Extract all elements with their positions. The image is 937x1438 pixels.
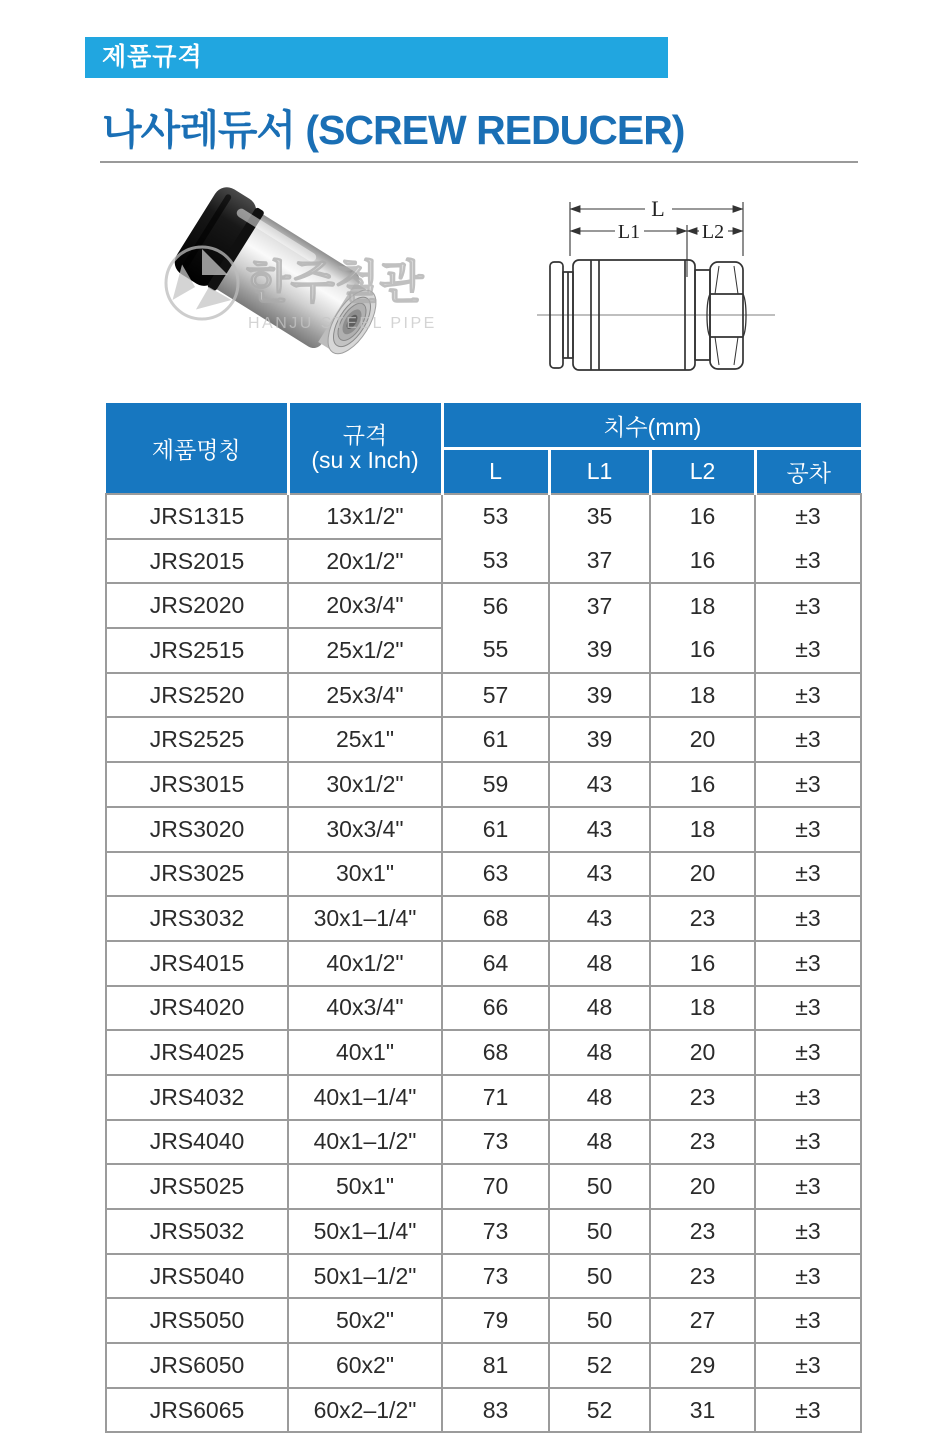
cell-l2: 31 [650, 1388, 755, 1433]
table-row [106, 1120, 861, 1165]
cell-l2: 20 [650, 1164, 755, 1209]
cell-tolerance: ±3 [755, 583, 861, 628]
cell-spec: 13x1/2" [288, 494, 442, 539]
dim-label-l: L [651, 196, 665, 221]
cell-l1: 50 [549, 1298, 650, 1343]
cell-l2: 23 [650, 1209, 755, 1254]
cell-l2: 20 [650, 852, 755, 897]
cell-tolerance: ±3 [755, 807, 861, 852]
cell-spec: 25x1/2" [288, 628, 442, 673]
cell-l2: 18 [650, 807, 755, 852]
header-l1: L1 [549, 449, 650, 495]
cell-l: 61 [442, 717, 549, 762]
cell-product-name: JRS4025 [106, 1030, 288, 1075]
cell-l2: 16 [650, 628, 755, 673]
cell-l2: 16 [650, 494, 755, 539]
cell-tolerance: ±3 [755, 1030, 861, 1075]
cell-product-name: JRS5050 [106, 1298, 288, 1343]
spec-table [105, 403, 862, 1433]
table-row [106, 1030, 861, 1075]
cell-l1: 52 [549, 1388, 650, 1433]
table-row [106, 1209, 861, 1254]
cell-l1: 35 [549, 494, 650, 539]
cell-l1: 43 [549, 807, 650, 852]
table-row [106, 1254, 861, 1299]
dimension-labels [618, 196, 724, 243]
cell-l: 53 [442, 539, 549, 584]
cell-tolerance: ±3 [755, 852, 861, 897]
table-row [106, 673, 861, 718]
cell-product-name: JRS2520 [106, 673, 288, 718]
section-badge-label: 제품규격 [102, 43, 203, 71]
cell-spec: 40x1" [288, 1030, 442, 1075]
cell-l: 59 [442, 762, 549, 807]
cell-l: 70 [442, 1164, 549, 1209]
cell-l1: 43 [549, 852, 650, 897]
cell-l2: 23 [650, 896, 755, 941]
cell-l: 56 [442, 583, 549, 628]
cell-l1: 48 [549, 1120, 650, 1165]
cell-l2: 18 [650, 673, 755, 718]
cell-l2: 29 [650, 1343, 755, 1388]
cell-spec: 60x2–1/2" [288, 1388, 442, 1433]
cell-tolerance: ±3 [755, 896, 861, 941]
cell-l1: 39 [549, 628, 650, 673]
cell-l2: 23 [650, 1075, 755, 1120]
cell-l2: 16 [650, 762, 755, 807]
table-row [106, 539, 861, 584]
cell-tolerance: ±3 [755, 717, 861, 762]
cell-tolerance: ±3 [755, 1209, 861, 1254]
cell-l1: 50 [549, 1164, 650, 1209]
cell-l: 64 [442, 941, 549, 986]
cell-l1: 43 [549, 762, 650, 807]
cell-product-name: JRS5032 [106, 1209, 288, 1254]
cell-l2: 18 [650, 583, 755, 628]
cell-tolerance: ±3 [755, 673, 861, 718]
spec-table-body [106, 494, 861, 1432]
watermark-korean: 한주철관 [246, 256, 424, 308]
cell-product-name: JRS4020 [106, 986, 288, 1031]
cell-spec: 30x1–1/4" [288, 896, 442, 941]
cell-tolerance: ±3 [755, 986, 861, 1031]
cell-l2: 20 [650, 1030, 755, 1075]
cell-product-name: JRS5025 [106, 1164, 288, 1209]
header-group-row [106, 403, 861, 449]
table-row [106, 1343, 861, 1388]
cell-product-name: JRS3015 [106, 762, 288, 807]
table-row [106, 896, 861, 941]
cell-l1: 43 [549, 896, 650, 941]
cell-tolerance: ±3 [755, 1388, 861, 1433]
header-l: L [442, 449, 549, 495]
cell-l: 71 [442, 1075, 549, 1120]
cell-spec: 50x1–1/2" [288, 1254, 442, 1299]
table-row [106, 1164, 861, 1209]
cell-tolerance: ±3 [755, 539, 861, 584]
cell-l: 57 [442, 673, 549, 718]
cell-l: 55 [442, 628, 549, 673]
section-badge [85, 37, 668, 78]
cell-product-name: JRS3025 [106, 852, 288, 897]
cell-l1: 37 [549, 583, 650, 628]
cell-product-name: JRS2515 [106, 628, 288, 673]
cell-l2: 16 [650, 539, 755, 584]
cell-spec: 30x1/2" [288, 762, 442, 807]
cell-l1: 48 [549, 941, 650, 986]
cell-spec: 40x1/2" [288, 941, 442, 986]
header-spec-line1: 규격 [342, 422, 388, 448]
cell-tolerance: ±3 [755, 1120, 861, 1165]
cell-tolerance: ±3 [755, 494, 861, 539]
cell-l1: 39 [549, 717, 650, 762]
cell-l: 68 [442, 896, 549, 941]
cell-tolerance: ±3 [755, 1164, 861, 1209]
cell-l1: 39 [549, 673, 650, 718]
cell-spec: 30x1" [288, 852, 442, 897]
cell-spec: 20x3/4" [288, 583, 442, 628]
cell-l2: 18 [650, 986, 755, 1031]
table-row [106, 1298, 861, 1343]
cell-spec: 40x3/4" [288, 986, 442, 1031]
cell-l1: 50 [549, 1254, 650, 1299]
cell-spec: 40x1–1/2" [288, 1120, 442, 1165]
cell-l: 63 [442, 852, 549, 897]
cell-product-name: JRS3032 [106, 896, 288, 941]
cell-spec: 25x3/4" [288, 673, 442, 718]
cell-spec: 50x1–1/4" [288, 1209, 442, 1254]
cell-l1: 48 [549, 1030, 650, 1075]
cell-l1: 37 [549, 539, 650, 584]
cell-l1: 48 [549, 1075, 650, 1120]
cell-l2: 20 [650, 717, 755, 762]
cell-product-name: JRS4032 [106, 1075, 288, 1120]
cell-l2: 27 [650, 1298, 755, 1343]
table-row [106, 494, 861, 539]
cell-product-name: JRS4040 [106, 1120, 288, 1165]
cell-l2: 23 [650, 1120, 755, 1165]
watermark-english: HANJU STEEL PIPE [248, 315, 437, 332]
cell-l: 81 [442, 1343, 549, 1388]
dimension-drawing [535, 182, 865, 387]
table-row [106, 717, 861, 762]
table-row [106, 986, 861, 1031]
cell-l1: 50 [549, 1209, 650, 1254]
cell-l: 53 [442, 494, 549, 539]
cell-l: 73 [442, 1254, 549, 1299]
product-photo-svg [150, 185, 450, 382]
cell-spec: 60x2" [288, 1343, 442, 1388]
spec-table-header [106, 403, 861, 494]
header-tolerance: 공차 [755, 449, 861, 495]
page-title: 나사레듀서 (SCREW REDUCER) [102, 107, 685, 153]
table-row [106, 583, 861, 628]
cell-product-name: JRS4015 [106, 941, 288, 986]
cell-spec: 25x1" [288, 717, 442, 762]
table-row [106, 1388, 861, 1433]
cell-product-name: JRS6065 [106, 1388, 288, 1433]
cell-tolerance: ±3 [755, 941, 861, 986]
cell-l: 83 [442, 1388, 549, 1433]
cell-spec: 30x3/4" [288, 807, 442, 852]
cell-tolerance: ±3 [755, 1075, 861, 1120]
header-spec-line2: (su x Inch) [311, 447, 419, 473]
cell-product-name: JRS2020 [106, 583, 288, 628]
table-row [106, 762, 861, 807]
cell-l1: 48 [549, 986, 650, 1031]
dim-label-l1: L1 [617, 221, 641, 243]
cell-tolerance: ±3 [755, 1254, 861, 1299]
cell-tolerance: ±3 [755, 628, 861, 673]
cell-l2: 16 [650, 941, 755, 986]
cell-tolerance: ±3 [755, 762, 861, 807]
table-row [106, 852, 861, 897]
header-dimensions-group: 치수(mm) [442, 403, 861, 449]
dimension-drawing-svg [535, 182, 865, 387]
dim-label-l2: L2 [701, 221, 725, 243]
cell-l: 66 [442, 986, 549, 1031]
table-row [106, 628, 861, 673]
cell-spec: 50x2" [288, 1298, 442, 1343]
cell-product-name: JRS6050 [106, 1343, 288, 1388]
cell-l: 79 [442, 1298, 549, 1343]
cell-l2: 23 [650, 1254, 755, 1299]
cell-l: 73 [442, 1209, 549, 1254]
cell-product-name: JRS2525 [106, 717, 288, 762]
cell-tolerance: ±3 [755, 1298, 861, 1343]
product-photo [150, 185, 450, 382]
cell-spec: 50x1" [288, 1164, 442, 1209]
header-l2: L2 [650, 449, 755, 495]
cell-l: 73 [442, 1120, 549, 1165]
cell-l: 61 [442, 807, 549, 852]
cell-tolerance: ±3 [755, 1343, 861, 1388]
cell-spec: 20x1/2" [288, 539, 442, 584]
title-divider [100, 161, 858, 163]
cell-product-name: JRS3020 [106, 807, 288, 852]
cell-product-name: JRS2015 [106, 539, 288, 584]
cell-product-name: JRS5040 [106, 1254, 288, 1299]
header-spec [288, 403, 442, 494]
header-product-name: 제품명칭 [106, 403, 288, 494]
cell-l1: 52 [549, 1343, 650, 1388]
cell-spec: 40x1–1/4" [288, 1075, 442, 1120]
table-row [106, 807, 861, 852]
table-row [106, 1075, 861, 1120]
table-row [106, 941, 861, 986]
cell-l: 68 [442, 1030, 549, 1075]
cell-product-name: JRS1315 [106, 494, 288, 539]
